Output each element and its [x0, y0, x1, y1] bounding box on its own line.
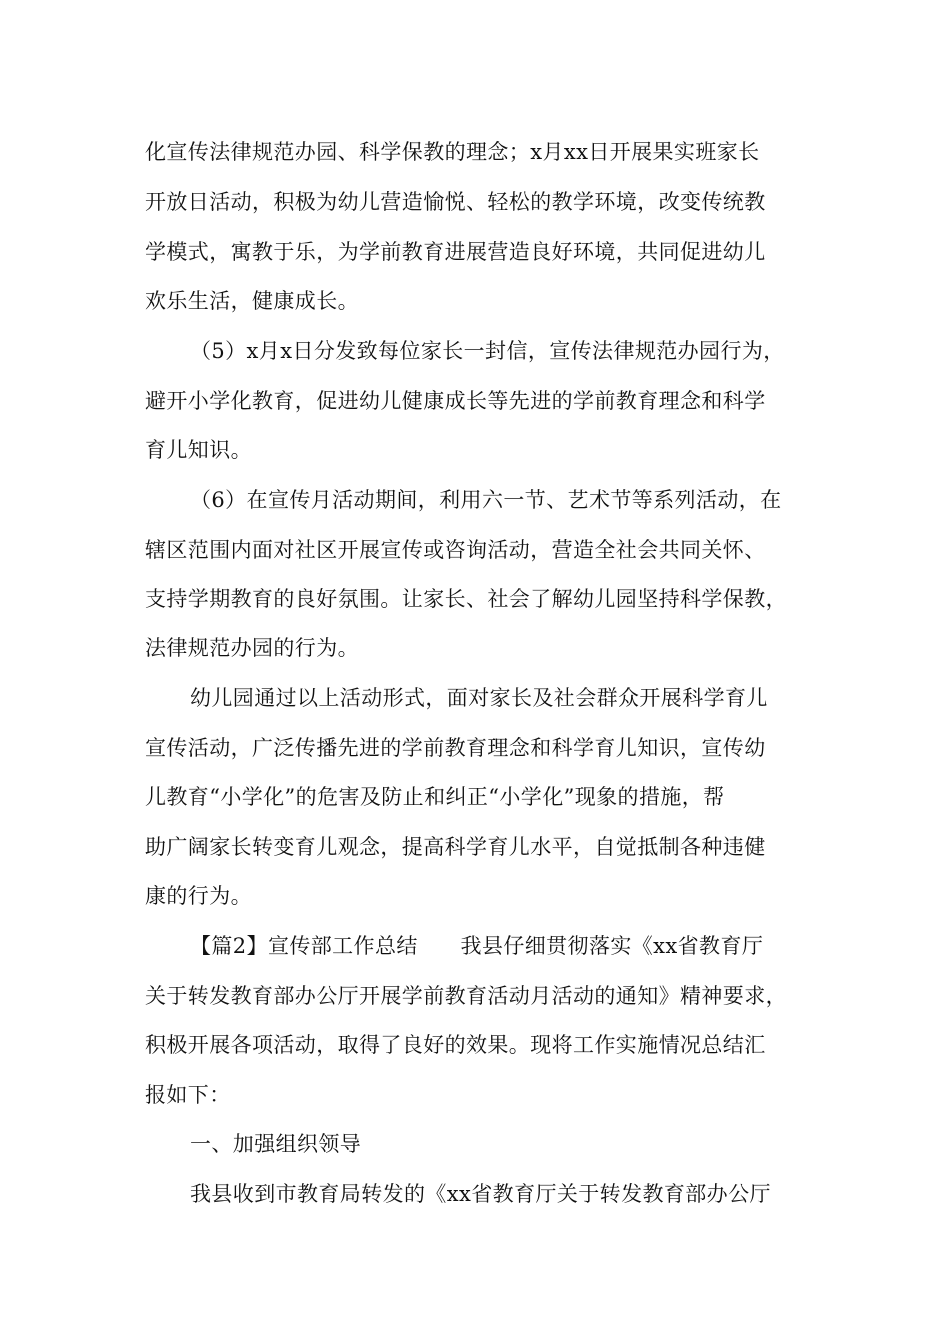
text-line: 关于转发教育部办公厅开展学前教育活动月活动的通知》精神要求， — [145, 984, 787, 1008]
text-line: 我县收到市教育局转发的《xx省教育厅关于转发教育部办公厅 — [190, 1182, 771, 1206]
text-line: 避开小学化教育，促进幼儿健康成长等先进的学前教育理念和科学 — [145, 389, 766, 413]
text-line: 化宣传法律规范办园、科学保教的理念；x月xx日开展果实班家长 — [145, 140, 760, 164]
text-line: 学模式，寓教于乐，为学前教育进展营造良好环境，共同促进幼儿 — [145, 240, 766, 264]
text-line: （6）在宣传月活动期间，利用六一节、艺术节等系列活动，在 — [190, 488, 782, 512]
text-line: 欢乐生活，健康成长。 — [145, 289, 359, 313]
text-line: 积极开展各项活动，取得了良好的效果。现将工作实施情况总结汇 — [145, 1033, 766, 1057]
text-line: 支持学期教育的良好氛围。让家长、社会了解幼儿园坚持科学保教， — [145, 587, 787, 611]
text-line: 辖区范围内面对社区开展宣传或咨询活动，营造全社会共同关怀、 — [145, 538, 766, 562]
text-line: 育儿知识。 — [145, 438, 252, 462]
text-line: 开放日活动，积极为幼儿营造愉悦、轻松的教学环境，改变传统教 — [145, 190, 766, 214]
text-line: 儿教育“小学化”的危害及防止和纠正“小学化”现象的措施，帮 — [145, 785, 725, 809]
text-line: 法律规范办园的行为。 — [145, 636, 359, 660]
text-line: 报如下： — [145, 1083, 231, 1107]
section-heading: 一、加强组织领导 — [190, 1132, 362, 1156]
text-line: 助广阔家长转变育儿观念，提高科学育儿水平，自觉抵制各种违健 — [145, 835, 766, 859]
text-line: 康的行为。 — [145, 884, 252, 908]
text-line: （5）x月x日分发致每位家长一封信，宣传法律规范办园行为， — [190, 339, 785, 363]
text-line: 宣传活动，广泛传播先进的学前教育理念和科学育儿知识，宣传幼 — [145, 736, 766, 760]
text-line: 幼儿园通过以上活动形式，面对家长及社会群众开展科学育儿 — [190, 686, 768, 710]
text-line: 【篇2】宣传部工作总结 我县仔细贯彻落实《xx省教育厅 — [190, 934, 764, 958]
